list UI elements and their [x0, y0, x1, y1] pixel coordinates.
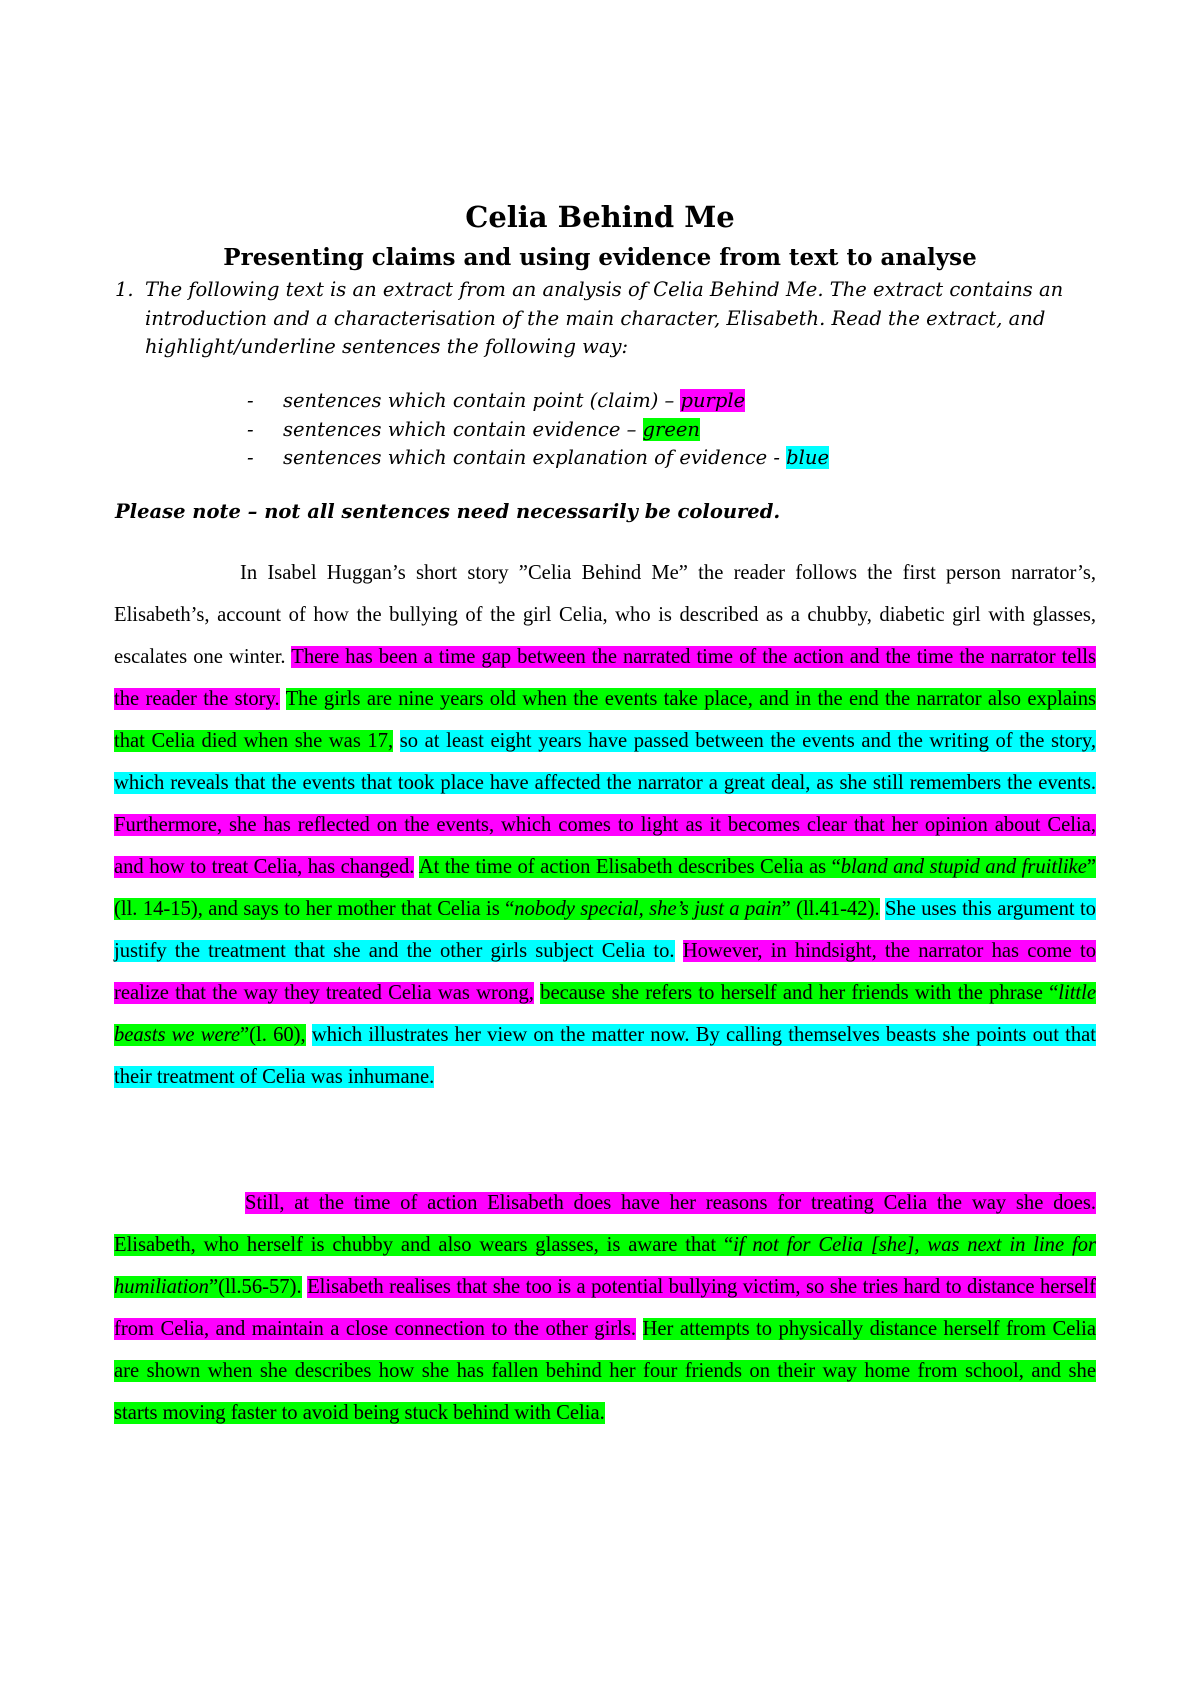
- bullet-text: sentences which contain explanation of evidence -: [283, 446, 787, 469]
- sentence-explanation: so at least eight years have passed between the events and the writing of the story, which reveals that the events that took place have affected the narrator a great deal, as she still remembers the events.: [114, 730, 1096, 794]
- sentence-explanation: She uses this argument to justify the treatment that she and the other girls subject Celia to.: [114, 898, 1096, 962]
- bullet-dash: -: [247, 418, 254, 441]
- sentence-plain: In Isabel Huggan’s short story ”Celia Behind Me” the reader follows the first person narrator’s, Elisabeth’s, account of how the bullying of the girl Celia, who is described as a chubby, diabetic girl with glasses, escalates one winter.: [114, 562, 1096, 668]
- instruction-item: [115, 276, 1105, 362]
- sentence-evidence: Elisabeth, who herself is chubby and also wears glasses, is aware that “if not for Celia [she], was next in line for humiliation”(ll.56-57).: [114, 1234, 1096, 1298]
- page-title: Celia Behind Me: [465, 200, 735, 234]
- instruction-number: 1.: [115, 278, 134, 301]
- quote: bland and stupid and fruitlike: [840, 856, 1087, 878]
- quote: nobody special, she’s just a pain: [514, 898, 782, 920]
- bullet-text: sentences which contain point (claim) –: [283, 389, 681, 412]
- sentence-point: Still, at the time of action Elisabeth does have her reasons for treating Celia the way she does.: [245, 1192, 1096, 1214]
- sentence-evidence: The girls are nine years old when the events take place, and in the end the narrator also explains that Celia died when she was 17,: [114, 688, 1097, 752]
- bullet-explanation: [247, 444, 829, 472]
- quote: little beasts we were: [114, 982, 1096, 1046]
- bullet-text: sentences which contain evidence –: [283, 418, 643, 441]
- sentence-point: Elisabeth realises that she too is a potential bullying victim, so she tries hard to distance herself from Celia, and maintain a close connection to the other girls.: [114, 1276, 1096, 1340]
- note-text: Please note – not all sentences need necessarily be coloured.: [115, 500, 781, 523]
- sentence-evidence: Her attempts to physically distance herself from Celia are shown when she describes how she has fallen behind her four friends on their way home from school, and she starts moving faster to avoid being stuck behind with Celia.: [114, 1318, 1096, 1424]
- sentence-point: There has been a time gap between the narrated time of the action and the time the narrator tells the reader the story.: [114, 646, 1097, 710]
- color-word-purple: purple: [680, 389, 746, 412]
- analysis-paragraph-2: [114, 1182, 1096, 1434]
- sentence-point: Furthermore, she has reflected on the events, which comes to light as it becomes clear that her opinion about Celia, and how to treat Celia, has changed.: [114, 814, 1096, 878]
- sentence-evidence: because she refers to herself and her friends with the phrase “little beasts we were”(l. 60),: [114, 982, 1096, 1046]
- bullet-dash: -: [247, 446, 254, 469]
- instruction-text: The following text is an extract from an analysis of Celia Behind Me. The extract contains an introduction and a characterisation of the main character, Elisabeth. Read the extract, and highlight/underline sentences the following way:: [145, 278, 1064, 358]
- quote: if not for Celia [she], was next in line for humiliation: [114, 1234, 1096, 1298]
- bullet-dash: -: [247, 389, 254, 412]
- page-subtitle: Presenting claims and using evidence from text to analyse: [223, 244, 977, 271]
- color-word-green: green: [642, 418, 700, 441]
- analysis-paragraph-1: [114, 552, 1096, 1098]
- sentence-explanation: which illustrates her view on the matter now. By calling themselves beasts she points out that their treatment of Celia was inhumane.: [114, 1024, 1097, 1088]
- bullet-point-claim: [247, 387, 745, 415]
- sentence-evidence: At the time of action Elisabeth describes Celia as “bland and stupid and fruitlike” (ll. 14-15), and says to her mother that Celia is “nobody special, she’s just a pain” (ll.41-42).: [114, 856, 1096, 920]
- bullet-evidence: [247, 416, 700, 444]
- color-word-blue: blue: [786, 446, 829, 469]
- sentence-point: However, in hindsight, the narrator has come to realize that the way they treated Celia was wrong,: [114, 940, 1097, 1004]
